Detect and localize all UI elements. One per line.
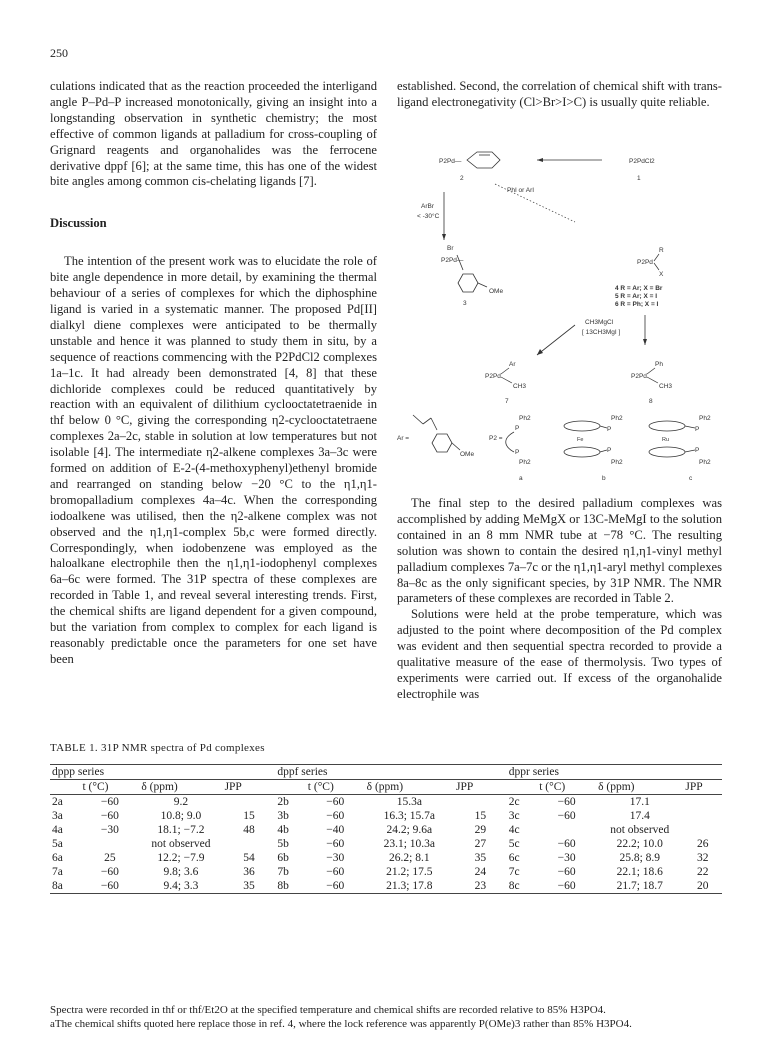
p-a-top: P xyxy=(515,425,520,432)
table-row xyxy=(50,837,722,851)
ph2-c-top: Ph2 xyxy=(699,415,711,422)
compound-1-number: 1 xyxy=(637,175,641,182)
pdcl2-label: P2PdCl2 xyxy=(629,158,655,165)
section-heading: Discussion xyxy=(50,216,107,231)
table-cell: 21.7; 18.7 xyxy=(596,879,683,894)
header-jpp: JPP xyxy=(683,780,722,795)
series-dppf: dppf series xyxy=(275,765,506,780)
table-cell: 22.1; 18.6 xyxy=(616,866,663,878)
bond-8a xyxy=(647,368,655,374)
ph2-b-bottom: Ph2 xyxy=(611,459,623,466)
table-cell: 20 xyxy=(683,879,722,894)
header-jpp: JPP xyxy=(223,780,276,795)
table-cell: 27 xyxy=(474,838,487,850)
methyl-label-7: CH3 xyxy=(513,383,527,390)
table-cell: 17.1 xyxy=(629,796,650,808)
complex-2-label: P2Pd— xyxy=(439,158,462,165)
table-cell: 18.1; −7.2 xyxy=(157,824,205,836)
table-caption: TABLE 1. 31P NMR spectra of Pd complexes xyxy=(50,742,265,754)
column-header-row xyxy=(50,780,722,795)
table-cell: 5b xyxy=(277,838,289,850)
arrow-to-7 xyxy=(537,325,575,355)
r-group-label: R xyxy=(659,247,664,254)
ligand-a-label: a xyxy=(519,475,523,482)
table-cell: 36 xyxy=(243,866,255,878)
table-cell: 2b xyxy=(277,796,289,808)
table-row xyxy=(50,851,722,865)
table-cell: 26 xyxy=(696,838,709,850)
table-cell: 23 xyxy=(454,879,507,894)
table-cell xyxy=(683,823,722,837)
table-cell: 23.1; 10.3a xyxy=(383,838,436,850)
page-number: 250 xyxy=(50,46,68,60)
table-note-1: Spectra were recorded in thf or thf/Et2O at the specified temperature and chemical shifts are recorded relative to 85% H3PO4. xyxy=(50,1004,606,1016)
table-cell: 8b xyxy=(275,879,305,894)
bond-7b xyxy=(501,377,512,383)
right-column-bottom xyxy=(397,496,722,703)
p2-definition-label: P2 = xyxy=(489,435,503,442)
x-group-label: X xyxy=(659,271,664,278)
pd-r-x-label: P2Pd xyxy=(637,259,653,266)
definition-4: 4 R = Ar; X = Br xyxy=(615,285,663,292)
table-cell: 26.2; 8.1 xyxy=(389,852,430,864)
iron-label: Fe xyxy=(577,437,584,443)
ar-definition-label: Ar = xyxy=(397,435,410,442)
table-cell xyxy=(683,795,722,810)
table-cell: 15 xyxy=(243,810,255,822)
table-cell: 9.2 xyxy=(173,796,189,808)
table-cell xyxy=(537,823,596,837)
table-cell: −60 xyxy=(537,879,596,894)
table-row xyxy=(50,865,722,879)
cyclooctatetraene-ring xyxy=(467,152,500,168)
table-cell: not observed xyxy=(151,838,211,850)
ligand-b-label: b xyxy=(602,475,606,482)
header-shift: δ (ppm) xyxy=(596,780,683,795)
table-cell: −30 xyxy=(326,852,345,864)
table-cell: 54 xyxy=(243,852,255,864)
table-cell: 15 xyxy=(474,810,487,822)
aryl-definition-structure xyxy=(413,415,460,452)
bond-8b xyxy=(647,377,658,383)
table-cell: −60 xyxy=(326,810,345,822)
compound-8-number: 8 xyxy=(649,398,653,405)
ph2-c-bottom: Ph2 xyxy=(699,459,711,466)
definition-5: 5 R = Ar; X = I xyxy=(615,293,658,300)
table-cell: 3a xyxy=(52,810,63,822)
table-cell: −60 xyxy=(306,879,365,894)
header-temp: t (°C) xyxy=(306,780,365,795)
methoxy-label-ar: OMe xyxy=(460,451,475,458)
table-cell: 21.2; 17.5 xyxy=(386,866,433,878)
arbr-label: ArBr xyxy=(421,203,434,210)
grignard-label-1: CH3MgCl xyxy=(585,319,614,326)
table-cell: 17.4 xyxy=(629,810,650,822)
table-cell xyxy=(223,837,276,851)
table-cell: −40 xyxy=(326,824,345,836)
ruthenocene-structure xyxy=(649,421,695,457)
right-column-top xyxy=(397,79,722,111)
definition-6: 6 R = Ph; X = I xyxy=(615,301,659,308)
table-cell: 21.3; 17.8 xyxy=(365,879,454,894)
table-cell: 6b xyxy=(277,852,289,864)
table-cell: −60 xyxy=(557,796,576,808)
ferrocene-structure xyxy=(564,421,607,457)
table-row xyxy=(50,823,722,837)
table-row xyxy=(50,879,722,894)
pd-label-7: P2Pd xyxy=(485,373,501,380)
table-body xyxy=(50,795,722,894)
ph2-a-top: Ph2 xyxy=(519,415,531,422)
table-notes xyxy=(50,1003,722,1031)
arrowhead-2-to-3 xyxy=(442,234,446,240)
table-cell: 5c xyxy=(508,838,520,850)
table-note-2: aThe chemical shifts quoted here replace those in ref. 4, where the lock reference was apparently P(OMe)3 rather than 85% H3PO4. xyxy=(50,1018,632,1030)
right-paragraph-top: established. Second, the correlation of chemical shift with trans-ligand electronegativity (Cl>Br>I>C) is usually quite reliable. xyxy=(397,79,722,109)
temperature-label: < -30°C xyxy=(417,213,440,220)
table-cell: −60 xyxy=(100,866,119,878)
table-cell: 4a xyxy=(52,824,63,836)
phenyl-label-8: Ph xyxy=(655,361,663,368)
header-shift: δ (ppm) xyxy=(139,780,222,795)
table-cell: 25 xyxy=(104,852,116,864)
aryl-label-7: Ar xyxy=(509,361,516,368)
table-cell: 22 xyxy=(696,866,709,878)
header-temp: t (°C) xyxy=(80,780,139,795)
table-cell: 2c xyxy=(508,796,520,808)
bond-7a xyxy=(501,368,509,374)
table-cell: 24.2; 9.6a xyxy=(386,824,433,836)
table-cell xyxy=(80,837,139,851)
table-cell xyxy=(683,809,722,823)
p-c-top: P xyxy=(695,426,700,433)
bromide-label: Br xyxy=(447,245,454,252)
propane-bridge-a xyxy=(506,432,514,452)
table-cell: −60 xyxy=(80,879,139,894)
ligand-c-label: c xyxy=(689,475,693,482)
series-dppr: dppr series xyxy=(507,765,722,780)
header-shift: δ (ppm) xyxy=(365,780,454,795)
table-cell: −60 xyxy=(557,810,576,822)
complex-3-label: P2Pd— xyxy=(441,257,464,264)
left-column xyxy=(50,79,377,668)
compound-7-number: 7 xyxy=(505,398,509,405)
table-cell: 3c xyxy=(508,810,520,822)
table-cell: 6a xyxy=(52,852,63,864)
bond-pd-r xyxy=(654,254,659,261)
table-cell: −60 xyxy=(100,796,119,808)
table-cell: 48 xyxy=(243,824,255,836)
table-cell xyxy=(223,795,276,810)
ph2-a-bottom: Ph2 xyxy=(519,459,531,466)
table-cell: 4c xyxy=(508,824,520,836)
table-cell: 10.8; 9.0 xyxy=(160,810,202,822)
table-cell: 8a xyxy=(50,879,80,894)
table-cell xyxy=(454,795,507,810)
p-a-bottom: P xyxy=(515,449,520,456)
table-cell: 7a xyxy=(52,866,63,878)
pd-label-8: P2Pd xyxy=(631,373,647,380)
table-cell: −60 xyxy=(100,810,119,822)
table-cell: −30 xyxy=(100,824,119,836)
header-temp: t (°C) xyxy=(537,780,596,795)
table-cell: 24 xyxy=(474,866,487,878)
ruthenium-label: Ru xyxy=(662,437,670,443)
table-cell: 35 xyxy=(474,852,487,864)
table-cell: 3b xyxy=(277,810,289,822)
table-cell: 15.3a xyxy=(396,796,422,808)
ph2-b-top: Ph2 xyxy=(611,415,623,422)
phi-ari-label: PhI or ArI xyxy=(507,187,535,194)
right-paragraph-a: The final step to the desired palladium complexes was accomplished by adding MeMgX or 13C-MeMgI to the solution contained in an 8 mm NMR tube at −78 °C. The resulting solution was shown to contain the desired η1,η1-vinyl methyl palladium complexes 7a–7c or the η1,η1-aryl methyl complexes 8a–8c as the only significant species, by 31P NMR. The NMR parameters of these complexes are recorded in Table 2. xyxy=(397,496,722,606)
table-cell: 8c xyxy=(507,879,537,894)
table-cell: 35 xyxy=(223,879,276,894)
arrowhead-to-8 xyxy=(643,339,647,345)
table-cell: −60 xyxy=(326,866,345,878)
table-cell: −60 xyxy=(326,796,345,808)
p-b-top: P xyxy=(607,426,612,433)
table-cell: 12.2; −7.9 xyxy=(157,852,205,864)
series-header-row xyxy=(50,765,722,780)
left-paragraph-2: The intention of the present work was to elucidate the role of bite angle dependence in more detail, by examining the thermal behaviour of a series of complexes for which the diphosphine ligand is varied in a systematic manner. The proposed Pd[II] dialkyl diene complexes were anticipated to be thermally unstable and hence it was planned to study them in situ, by a sequence of reactions commencing with the P2PdCl2 complexes 1a–1c. It had already been demonstrated [4, 8] that these dichloride complexes could be reduced quantitatively by reaction with an equivalent of dilithium cyclooctatetraenide in thf below 0 °C, giving the corresponding η2-cyclooctatetraene complexes 2a–2c, stable in solution at low temperatures but not isolable [4]. The intermediate η2-alkene complexes 3a–3c were formed on addition of E-2-(4-methoxyphenyl)ethenyl bromide and rearranged on standing below −20 °C to the η1,η1-bromopalladium complexes 4a–4c. When the corresponding iodoalkene was utilised, then the η2-alkene complex was not observed and the η1,η1-complex 5b,c were formed directly. Correspondingly, when iodobenzene was employed as the haloalkane electrophile then the η1,η1-iodophenyl complexes 6a–6c were formed. The 31P spectra of these complexes are recorded in Table 1, and reveal several interesting trends. First, the chemical shifts are ligand dependent for a given compound, but the variation from complex to complex for each ligand is reasonably predictable once the parameters for one set have been xyxy=(50,254,377,666)
table-cell: 9.4; 3.3 xyxy=(139,879,222,894)
table-cell: 7c xyxy=(508,866,520,878)
right-paragraph-b: Solutions were held at the probe temperature, which was adjusted to the point where decomposition of the Pd complex was evident and then sequential spectra recorded to provide a qualitative measure of the ease of thermolysis. Two types of experiments were carried out. If excess of the organohalide electrophile was xyxy=(397,607,722,701)
series-dppp: dppp series xyxy=(50,765,275,780)
methyl-label-8: CH3 xyxy=(659,383,673,390)
table-cell: −60 xyxy=(326,838,345,850)
table-row xyxy=(50,809,722,823)
table-cell: 4b xyxy=(277,824,289,836)
compound-2-number: 2 xyxy=(460,175,464,182)
table-cell: 32 xyxy=(696,852,709,864)
table-cell: 25.8; 8.9 xyxy=(619,852,661,864)
table-cell: 22.2; 10.0 xyxy=(616,838,663,850)
nmr-table xyxy=(50,764,722,894)
p-b-bottom: P xyxy=(607,447,612,454)
table-cell: not observed xyxy=(610,824,670,836)
reaction-scheme xyxy=(397,140,722,485)
methoxy-label-3: OMe xyxy=(489,288,504,295)
table-cell: 29 xyxy=(474,824,487,836)
header-jpp: JPP xyxy=(454,780,507,795)
arrowhead-1-to-2 xyxy=(537,158,543,162)
table-row xyxy=(50,795,722,810)
table-cell: 2a xyxy=(52,796,63,808)
table-cell: 16.3; 15.7a xyxy=(383,810,436,822)
table-cell: −60 xyxy=(557,838,576,850)
left-paragraph-1: culations indicated that as the reaction proceeded the interligand angle P–Pd–P increased monotonically, giving an insight into a longstanding observation in synthetic chemistry; the most effective of common ligands at palladium for cross-coupling of Grignard reagents and organohalides was the ferrocene derivative dppf [6]; at the same time, this has one of the widest bite angles among common cis-chelating ligands [7]. xyxy=(50,79,377,189)
compound-3-number: 3 xyxy=(463,300,467,307)
grignard-label-2: [ 13CH3MgI ] xyxy=(582,329,621,336)
arrowhead-to-7 xyxy=(537,349,543,355)
table-cell: −60 xyxy=(557,866,576,878)
table-cell: 6c xyxy=(508,852,520,864)
table-cell: −30 xyxy=(557,852,576,864)
table-cell: 7b xyxy=(277,866,289,878)
bond-pd-x xyxy=(654,263,659,270)
table-cell: 5a xyxy=(52,838,63,850)
table-cell: 9.8; 3.6 xyxy=(163,866,199,878)
p-c-bottom: P xyxy=(695,447,700,454)
